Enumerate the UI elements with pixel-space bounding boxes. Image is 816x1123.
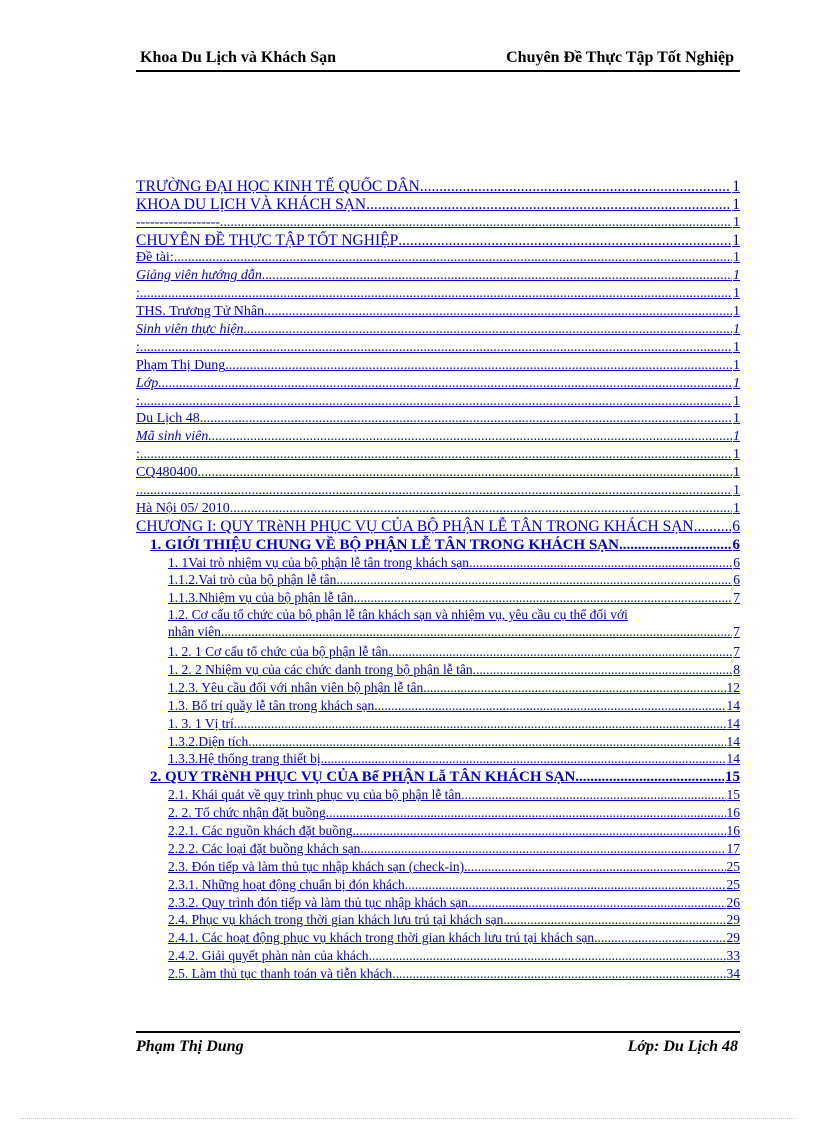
table-of-contents — [136, 177, 740, 982]
toc-entry[interactable]: TRƯỜNG ĐẠI HỌC KINH TẾ QUỐC DÂN ..... 1 — [136, 177, 740, 195]
page-bottom-edge — [20, 1118, 796, 1119]
header-report-title: Chuyên Đề Thực Tập Tốt Nghiệp — [506, 49, 734, 66]
toc-section-entry[interactable]: 2. QUY TRèNH PHỤC VỤ CỦA Bể PHẬN Lẫ TÂN KHÁCH SẠN ..... 15 — [136, 767, 740, 785]
toc-section-entry[interactable]: 1. GIỚI THIỆU CHUNG VỀ BỘ PHẬN LỄ TÂN TRONG KHÁCH SẠN ..... 6 — [136, 535, 740, 553]
toc-subsection-entry[interactable]: 2.3.1. Những hoạt động chuẩn bị đón khách ..... 25 — [136, 875, 740, 893]
toc-entry[interactable]: CQ480400 ..... 1 — [136, 463, 740, 481]
toc-subsection-entry[interactable]: 1.3.2.Diện tích ..... 14 — [136, 732, 740, 750]
toc-entry[interactable]: CHUYÊN ĐỀ THỰC TẬP TỐT NGHIỆP ..... 1 — [136, 231, 740, 249]
toc-subsection-entry[interactable]: 1.1.3.Nhiệm vụ của bộ phận lễ tân ..... 7 — [136, 588, 740, 606]
toc-subsection-entry[interactable]: 1.2.3. Yêu cầu đối với nhân viên bộ phận lễ tân ..... 12 — [136, 678, 740, 696]
toc-subsection-entry[interactable]: 1.2. Cơ cấu tổ chức của bộ phận lễ tân khách sạn và nhiệm vụ, yêu cầu cụ thể đối với nhân viên. ..... 7 — [136, 606, 740, 642]
toc-entry[interactable]: Du Lịch 48 ..... 1 — [136, 410, 740, 428]
header-faculty: Khoa Du Lịch và Khách Sạn — [140, 49, 337, 66]
toc-entry[interactable]: : ..... 1 — [136, 445, 740, 463]
toc-subsection-entry[interactable]: 2.3.2. Quy trình đón tiếp và làm thủ tục nhập khách sạn ..... 26 — [136, 893, 740, 911]
toc-subsection-entry[interactable]: 2.2.1. Các nguồn khách đặt buồng ..... 16 — [136, 821, 740, 839]
page-header — [136, 46, 740, 72]
toc-subsection-entry[interactable]: 1.3. Bố trí quầy lễ tân trong khách sạn ..... 14 — [136, 696, 740, 714]
toc-subsection-entry[interactable]: 2.4.1. Các hoạt động phục vụ khách trong thời gian khách lưu trú tại khách sạn ..... 29 — [136, 928, 740, 946]
toc-entry[interactable]: Phạm Thị Dung ..... 1 — [136, 356, 740, 374]
page-footer — [136, 1031, 740, 1061]
toc-subsection-entry[interactable]: 2.2.2. Các loại đặt buồng khách sạn ..... 17 — [136, 839, 740, 857]
toc-subsection-entry[interactable]: 2.5. Làm thủ tục thanh toán và tiễn khách ..... 34 — [136, 964, 740, 982]
toc-entry[interactable]: Sinh viên thực hiện ..... 1 — [136, 320, 740, 338]
toc-entry[interactable]: ..... 1 — [136, 481, 740, 499]
toc-entry[interactable]: Hà Nội 05/ 2010 ..... 1 — [136, 499, 740, 517]
toc-subsection-entry[interactable]: 2.4.2. Giải quyết phàn nàn của khách ..... 33 — [136, 946, 740, 964]
toc-entry[interactable]: : ..... 1 — [136, 284, 740, 302]
toc-entry[interactable]: Đề tài: ..... 1 — [136, 249, 740, 267]
footer-rule — [136, 1031, 740, 1033]
toc-chapter-entry[interactable]: CHƯƠNG I: QUY TRèNH PHỤC VỤ CỦA BỘ PHẬN LỄ TÂN TRONG KHÁCH SẠN ..... 6 — [136, 517, 740, 535]
toc-entry[interactable]: : ..... 1 — [136, 338, 740, 356]
toc-subsection-entry[interactable]: 2.3. Đón tiếp và làm thủ tục nhập khách sạn (check-in) ..... 25 — [136, 857, 740, 875]
header-rule — [136, 70, 740, 72]
toc-subsection-entry[interactable]: 1. 1Vai trò nhiệm vụ của bộ phận lễ tân trong khách sạn ..... 6 — [136, 553, 740, 571]
toc-entry[interactable]: Giảng viên hướng dẫn ..... 1 — [136, 266, 740, 284]
toc-subsection-entry[interactable]: 2.1. Khái quát về quy trình phục vụ của bộ phận lễ tân ..... 15 — [136, 785, 740, 803]
toc-subsection-entry[interactable]: 1.1.2.Vai trò của bộ phận lễ tân ..... 6 — [136, 571, 740, 589]
toc-subsection-entry[interactable]: 1. 2. 2 Nhiệm vụ của các chức danh trong bộ phận lễ tân ..... 8 — [136, 660, 740, 678]
toc-entry[interactable]: : ..... 1 — [136, 392, 740, 410]
toc-entry[interactable]: KHOA DU LỊCH VÀ KHÁCH SẠN ..... 1 — [136, 195, 740, 213]
toc-entry[interactable]: Lớp ..... 1 — [136, 374, 740, 392]
toc-entry[interactable]: Mã sinh viên ..... 1 — [136, 427, 740, 445]
footer-class: Lớp: Du Lịch 48 — [627, 1038, 738, 1055]
toc-subsection-entry[interactable]: 2.4. Phục vụ khách trong thời gian khách lưu trú tại khách sạn ..... 29 — [136, 911, 740, 929]
toc-entry[interactable]: THS. Trương Tử Nhân ..... 1 — [136, 302, 740, 320]
toc-subsection-entry[interactable]: 2. 2. Tổ chức nhận đặt buồng ..... 16 — [136, 803, 740, 821]
footer-author: Phạm Thị Dung — [136, 1038, 244, 1055]
toc-subsection-entry[interactable]: 1.3.3.Hệ thống trang thiết bị ..... 14 — [136, 750, 740, 768]
toc-entry[interactable]: ------------------ ..... 1 — [136, 213, 740, 231]
toc-subsection-entry[interactable]: 1. 2. 1 Cơ cấu tổ chức của bộ phận lễ tân ..... 7 — [136, 642, 740, 660]
toc-subsection-entry[interactable]: 1. 3. 1 Vị trí ..... 14 — [136, 714, 740, 732]
